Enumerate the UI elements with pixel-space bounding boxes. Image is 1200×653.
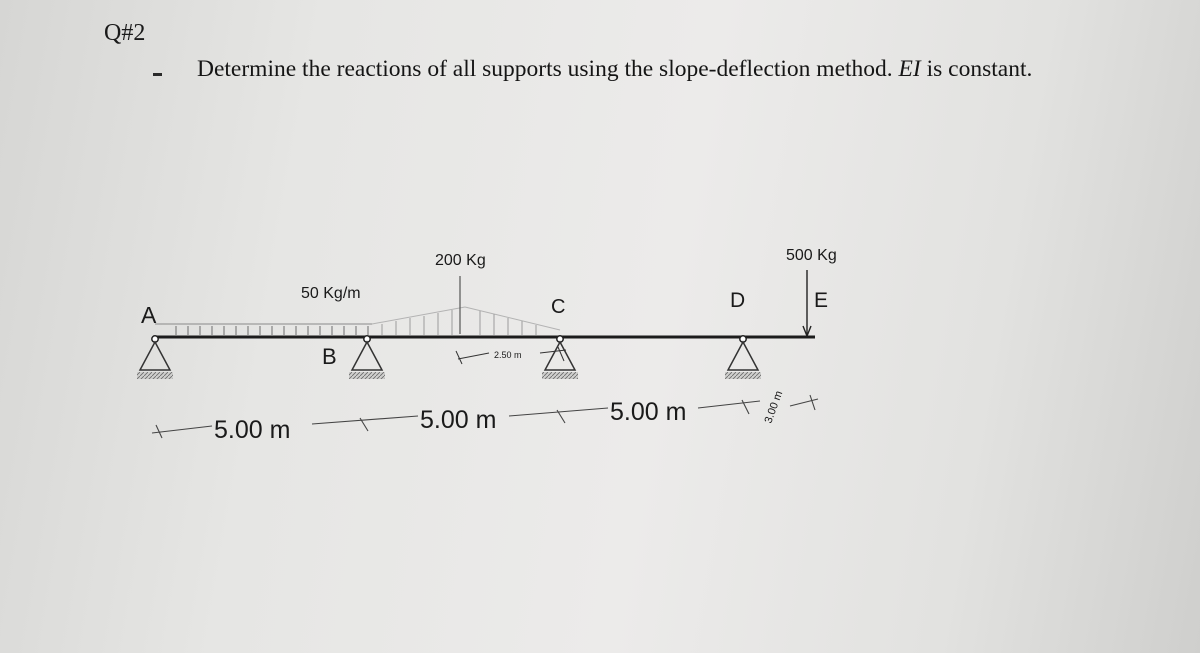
label-c: C [551,296,566,318]
problem-text-after: is constant. [926,56,1033,82]
label-distributed-load: 50 Kg/m [301,285,361,302]
label-a: A [141,302,157,328]
label-point-load-bc: 200 Kg [435,252,486,269]
question-label: Q#2 [104,20,146,46]
label-dim-ab: 5.00 m [214,416,291,444]
support-b [349,336,385,379]
support-c [542,336,578,379]
ei-symbol: EI [898,56,921,82]
label-dim-de: 3.00 m [762,389,786,426]
support-a [137,336,173,379]
label-dim-bc: 5.00 m [420,406,497,434]
distributed-load [155,307,560,335]
label-dim-cd: 5.00 m [610,398,687,426]
label-e: E [814,289,829,312]
problem-text-before: Determine the reactions of all supports using the slope-deflection method. [197,56,893,82]
label-b: B [322,344,337,369]
label-point-load-e: 500 Kg [786,247,837,264]
label-d: D [730,289,746,312]
support-d [725,336,761,379]
label-load-offset: 2.50 m [494,350,522,360]
